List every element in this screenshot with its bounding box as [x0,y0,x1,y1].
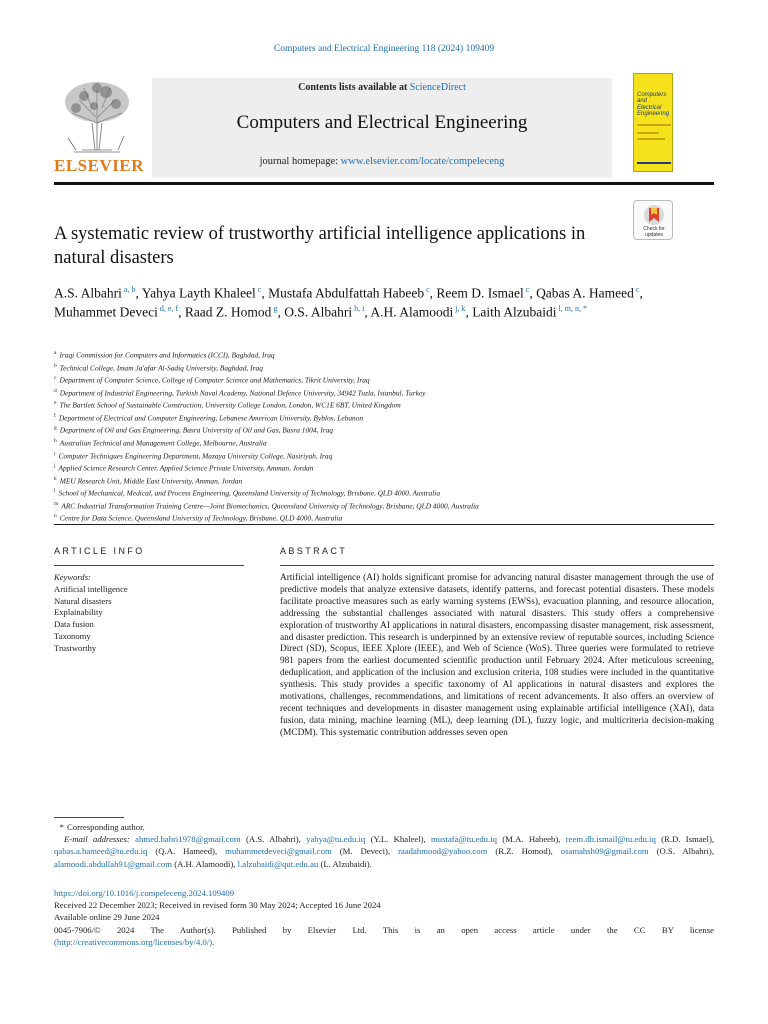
homepage-link[interactable]: www.elsevier.com/locate/compeleceng [340,156,505,167]
footnote [54,821,714,870]
affiliation-key: i [54,450,56,457]
cover-title-line1: Computers and [637,92,667,105]
affiliation-item [54,411,674,424]
affiliation-key: a [54,350,57,356]
elsevier-logo [54,78,144,178]
author-affiliation-marker[interactable]: l, m, n, * [556,304,587,314]
affiliation-item [54,423,674,436]
corresponding-note: * Corresponding author. [59,822,145,832]
affiliation-text: Department of Electrical and Computer Engineering, Lebanese American University, Byblos, Lebanon [58,413,364,423]
author-list: A.S. Albahri $^{a, b}$, Yahya Layth Khaleel $^c$, Mustafa Abdulfattah Habeeb $^c$, Reem D. Ismael $^c$, Qabas A. Hameed $^c$, Muhammet Deveci $^{d, e, f}$, Raad Z. Homod $^g$, O.S. Albahri $^{h, i}$, A.H. Alamoodi $^{j, k}$, Laith Alzubaidi $^{l, m, n, *}$ [54,285,643,320]
affiliation-item [54,398,674,411]
author-name: O.S. Albahri [284,304,353,320]
author-name: Qabas A. Hameed [536,285,634,301]
check-for-updates-label [634,227,674,238]
section-rule [54,524,714,525]
author-affiliation-marker[interactable]: g [271,304,278,314]
email-label: E-mail addresses: [64,834,130,845]
affiliation-text: Iraqi Commission for Computers and Informatics (ICCI), Baghdad, Iraq [59,350,275,360]
affiliation-key: e [54,400,57,407]
sciencedirect-link[interactable]: ScienceDirect [409,82,466,93]
corresponding-label: Corresponding author. [67,822,145,832]
article-info-rule [54,565,244,566]
email-owner: (O.S. Albahri), [648,846,714,857]
contents-line [152,82,612,93]
affiliation-list [54,348,674,524]
email-link[interactable]: qabas.a.hameed@tu.edu.iq [54,846,148,857]
author-name: Yahya Layth Khaleel [141,285,256,301]
abstract-heading: ABSTRACT [280,546,348,556]
keyword-item: Artificial intelligence [54,583,128,594]
license-link[interactable]: (http://creativecommons.org/licenses/by/4.0/). [54,936,215,947]
author-name: Mustafa Abdulfattah Habeeb [268,285,425,301]
tree-of-knowledge-icon [54,78,140,156]
author-affiliation-marker[interactable]: j, k [453,304,466,314]
affiliation-text: Australian Technical and Management College, Melbourne, Australia [59,438,267,448]
header-rule [54,182,714,185]
email-link[interactable]: osamahsh09@gmail.com [560,846,649,857]
keywords-label: Keywords: [54,572,91,582]
email-link[interactable]: muhammetdeveci@gmail.com [225,846,332,857]
email-owner: (M.A. Habeeb), [496,834,566,845]
keyword-item: Trustworthy [54,642,97,653]
affiliation-item [54,486,674,499]
online-date: Available online 29 June 2024 [54,912,160,923]
affiliation-text: Department of Oil and Gas Engineering, Basra University of Oil and Gas, Basra 1004, Iraq [59,425,333,435]
email-link[interactable]: mustafa@tu.edu.iq [431,834,497,845]
cover-title [637,92,673,117]
affiliation-key: b [54,362,57,369]
license-statement: 0045-7906/© 2024 The Author(s). Published by Elsevier Ltd. This is an open access article under the CC BY license [54,924,714,935]
affiliation-text: Technical College, Imam Ja'afar Al-Sadiq University, Baghdad, Iraq [59,363,263,373]
affiliation-text: The Bartlett School of Sustainable Construction, University College London, London, WC1E 6BT, United Kingdom [59,400,401,410]
keyword-item: Taxonomy [54,630,91,641]
affiliation-item [54,474,674,487]
author-name: Reem D. Ismael [436,285,524,301]
email-link[interactable]: yahya@tu.edu.iq [306,834,366,845]
author-affiliation-marker[interactable]: c [424,285,430,294]
article-title: A systematic review of trustworthy artificial intelligence applications in natural disasters [54,224,586,269]
article-info-heading: ARTICLE INFO [54,546,145,556]
affiliation-item [54,386,674,399]
elsevier-wordmark: ELSEVIER [54,156,144,175]
affiliation-text: Centre for Data Science, Queensland University of Technology, Brisbane, QLD 4000, Australia [59,513,343,523]
email-link[interactable]: alamoodi.abdullah91@gmail.com [54,858,173,869]
abstract-rule [280,565,714,566]
doi-link[interactable]: https://doi.org/10.1016/j.compeleceng.2024.109409 [54,888,235,898]
article-metadata [54,887,714,948]
affiliation-text: Computer Techniques Engineering Department, Mazaya University College, Nasiriyah, Iraq [58,450,333,460]
affiliation-key: g [54,425,57,432]
affiliation-key: c [54,375,57,382]
affiliation-text: School of Mechanical, Medical, and Process Engineering, Queensland University of Technology, Brisbane, QLD 4000, Australia [58,488,441,498]
affiliation-key: l [54,488,56,495]
author-affiliation-marker[interactable]: c [523,285,530,294]
affiliation-item [54,348,674,361]
keyword-item: Data fusion [54,619,94,630]
email-owner: (M. Deveci), [331,846,399,857]
affiliation-key: h [54,437,57,444]
affiliation-item [54,449,674,462]
received-dates: Received 22 December 2023; Received in revised form 30 May 2024; Accepted 16 June 2024 [54,900,381,911]
affiliation-key: d [54,387,57,394]
cfu-line1: Check for [643,226,665,232]
affiliation-text: Department of Industrial Engineering, Turkish Naval Academy, National Defence University, 34942 Tuzla, Istanbul, Turkey [59,388,426,398]
email-owner: (L. Alzubaidi). [318,858,372,869]
keywords-block [54,572,244,655]
email-list [54,833,714,870]
homepage-prefix: journal homepage: [259,156,341,167]
author-affiliation-marker[interactable]: h, i [352,304,365,314]
email-owner: (R.Z. Homod), [487,846,561,857]
author-affiliation-marker[interactable]: c [633,285,640,294]
contents-prefix: Contents lists available at [298,82,410,93]
affiliation-item [54,436,674,449]
check-for-updates-button[interactable] [633,200,673,240]
journal-title: Computers and Electrical Engineering [236,112,528,133]
keyword-item: Natural disasters [54,595,112,606]
author-name: A.H. Alamoodi [370,304,454,320]
affiliation-key: m [54,500,59,507]
footnote-rule [54,817,124,818]
author-name: Raad Z. Homod [184,304,272,320]
email-owner: (R.D. Ismael), [655,834,715,845]
email-link[interactable]: raadahmood@yahoo.com [398,846,488,857]
author-name: Laith Alzubaidi [472,304,557,320]
license-link-line [54,936,714,948]
affiliation-item [54,361,674,374]
cover-title-line2: Electrical Engineering [637,104,670,117]
email-link[interactable]: ahmed.bahri1978@gmail.com [135,834,241,845]
affiliation-item [54,461,674,474]
email-link[interactable]: reem.dh.ismail@tu.edu.iq [565,834,656,845]
affiliation-item [54,511,674,524]
affiliation-key: n [54,513,57,520]
affiliation-text: Department of Computer Science, College of Computer Science and Mathematics, Tikrit University, Iraq [59,375,370,385]
affiliation-text: ARC Industrial Transformation Training Centre—Joint Biomechanics, Queensland University of Technology, Brisbane, QLD 4000, Australia [61,501,479,511]
cfu-line2: updates [645,231,663,238]
email-owner: (A.H. Alamoodi), [172,858,238,869]
journal-reference[interactable]: Computers and Electrical Engineering 118 (2024) 109409 [273,44,495,54]
affiliation-key: f [54,412,56,419]
email-owner: (A.S. Albahri), [240,834,307,845]
journal-homepage [152,156,612,167]
abstract-text: Artificial intelligence (AI) holds significant promise for advancing natural disaster management through the use of predictive models that analyze extensive datasets, identify patterns, and forecast potential disasters. These models facilitate proactive measures such as early warning systems (EWSs), evacuation planning, and resource allocation, addressing the substantial challenges associated with natural disasters. This study offers a comprehensive exploration of trustworthy AI applications in natural disasters, encompassing disaster management, risk assessment, and disaster prediction. This research is underpinned by an extensive review of reputable sources, including Science Direct (SD), Scopus, IEEE Xplore (IEEE), and Web of Science (WoS). Three queries were formulated to retrieve 981 papers from the earliest documented scientific production until February 2024. After meticulous screening, deduplication, and application of the inclusion and exclusion criteria, 108 studies were included in the quantitative synthesis. This study provides a specific taxonomy of AI applications in natural disasters and explores the motivations, challenges, recommendations, and limitations of recent advancements. It also offers an overview of recent techniques and developments in disaster management using explainable artificial intelligence (XAI), data fusion, data mining, machine learning (ML), deep learning (DL), fuzzy logic, and multicriteria decision-making (MCDM). This systematic contribution addresses seven open [280,573,714,738]
journal-header [152,78,612,178]
bookmark-icon [634,201,674,227]
keyword-item: Explainability [54,607,103,618]
affiliation-key: k [54,475,57,482]
affiliation-item [54,373,674,386]
affiliation-item [54,499,674,512]
affiliation-key: j [54,463,56,470]
affiliation-text: Applied Science Research Center, Applied Science Private University, Amman, Jordan [58,463,314,473]
affiliation-text: MEU Research Unit, Middle East University, Amman, Jordan [59,476,243,486]
email-link[interactable]: l.alzubaidi@qut.edu.au [237,858,319,869]
author-affiliation-marker[interactable]: c [255,285,262,294]
author-affiliation-marker[interactable]: d, e, f [157,304,179,314]
email-owner: (Q.A. Hameed), [147,846,226,857]
author-name: Muhammet Deveci [54,304,158,320]
keyword-list [54,584,244,655]
author-name: A.S. Albahri [54,285,122,301]
author-affiliation-marker[interactable]: a, b [121,285,136,294]
email-owner: (Y.L. Khaleel), [365,834,432,845]
journal-cover-thumbnail[interactable] [633,73,673,172]
